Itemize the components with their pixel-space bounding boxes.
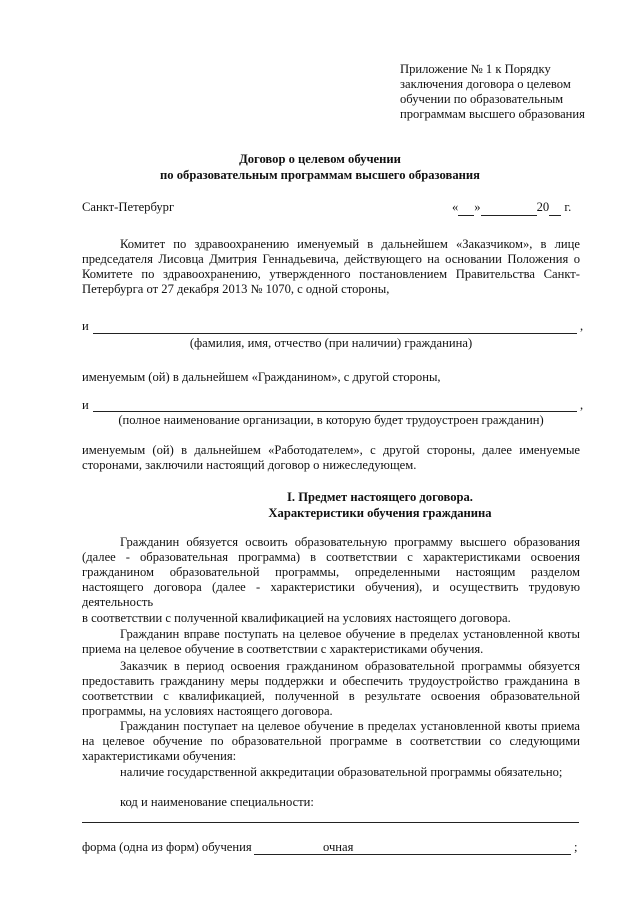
characteristic-item-1: наличие государственной аккредитации образовательной программы обязательно;: [120, 765, 563, 779]
year-suffix: г.: [564, 200, 572, 214]
city: Санкт-Петербург: [82, 200, 175, 214]
employer-caption: (полное наименование организации, в которую будет трудоустроен гражданин): [118, 413, 544, 427]
form-underline: [254, 854, 571, 855]
section-paragraph-1b: в соответствии с полученной квалификацией на условиях настоящего договора.: [82, 611, 511, 625]
section-paragraph-1: Гражданин обязуется освоить образовательную программу высшего образования (далее - образовательная программа) в соответствии с характеристиками освоения гражданином образовательной программы, определенными настоящим разделом настоящего договора (далее - характеристики обучения), и осуществить трудовую деятельность: [82, 535, 580, 609]
section-paragraph-2: Гражданин вправе поступать на целевое обучение в пределах установленной квоты приема на целевое обучение в соответствии с характеристиками обучения.: [82, 627, 580, 656]
date-open-quote: «: [452, 200, 459, 214]
date-field: [452, 200, 571, 216]
form-value[interactable]: очная: [323, 840, 354, 854]
citizen-name-line[interactable]: [93, 333, 577, 334]
form-semicolon: ;: [574, 840, 578, 854]
form-label: форма (одна из форм) обучения: [82, 840, 252, 854]
year-prefix: 20: [536, 200, 550, 214]
appendix-note: [400, 62, 600, 122]
citizen-caption: (фамилия, имя, отчество (при наличии) гражданина): [189, 336, 473, 350]
intro-paragraph: Комитет по здравоохранению именуемый в дальнейшем «Заказчиком», в лице председателя Лисовца Дмитрия Геннадьевича, действующего на основании Положения о Комитете по здравоохранению, утвержденного постановлением Правительства Санкт-Петербурга от 27 декабря 2013 № 1070, с одной стороны,: [82, 237, 580, 296]
citizen-named: именуемым (ой) в дальнейшем «Гражданином», с другой стороны,: [82, 370, 441, 384]
document-title: Договор о целевом обучении: [239, 152, 401, 166]
section-paragraph-3: Заказчик в период освоения гражданином образовательной программы обязуется предоставить гражданину меры поддержки и обеспечить трудоустройство гражданина в соответствии с квалификацией, полученной в результате освоения образовательной программы, на условиях настоящего договора.: [82, 659, 580, 718]
date-close-quote: »: [474, 200, 481, 214]
section-heading: I. Предмет настоящего договора.: [287, 490, 473, 504]
appendix-line: программам высшего образования: [400, 107, 585, 121]
appendix-line: заключения договора о целевом: [400, 77, 571, 91]
employer-name-line[interactable]: [93, 411, 577, 412]
employer-comma: ,: [580, 398, 584, 412]
citizen-comma: ,: [580, 319, 584, 333]
appendix-line: обучении по образовательным: [400, 92, 564, 106]
specialty-line[interactable]: [82, 822, 579, 823]
employer-prefix: и: [82, 398, 89, 412]
section-paragraph-4: Гражданин поступает на целевое обучение в пределах установленной квоты приема на целевое обучение по образовательной программе в соответствии со следующими характеристиками обучения:: [82, 719, 580, 763]
employer-named: именуемым (ой) в дальнейшем «Работодателем», с другой стороны, далее именуемые сторонами, заключили настоящий договор о нижеследующем.: [82, 443, 580, 472]
characteristic-item-2: код и наименование специальности:: [120, 795, 314, 809]
document-subtitle: по образовательным программам высшего образования: [160, 168, 480, 182]
citizen-prefix: и: [82, 319, 89, 333]
appendix-line: Приложение № 1 к Порядку: [400, 62, 551, 76]
section-subheading: Характеристики обучения гражданина: [268, 506, 492, 520]
